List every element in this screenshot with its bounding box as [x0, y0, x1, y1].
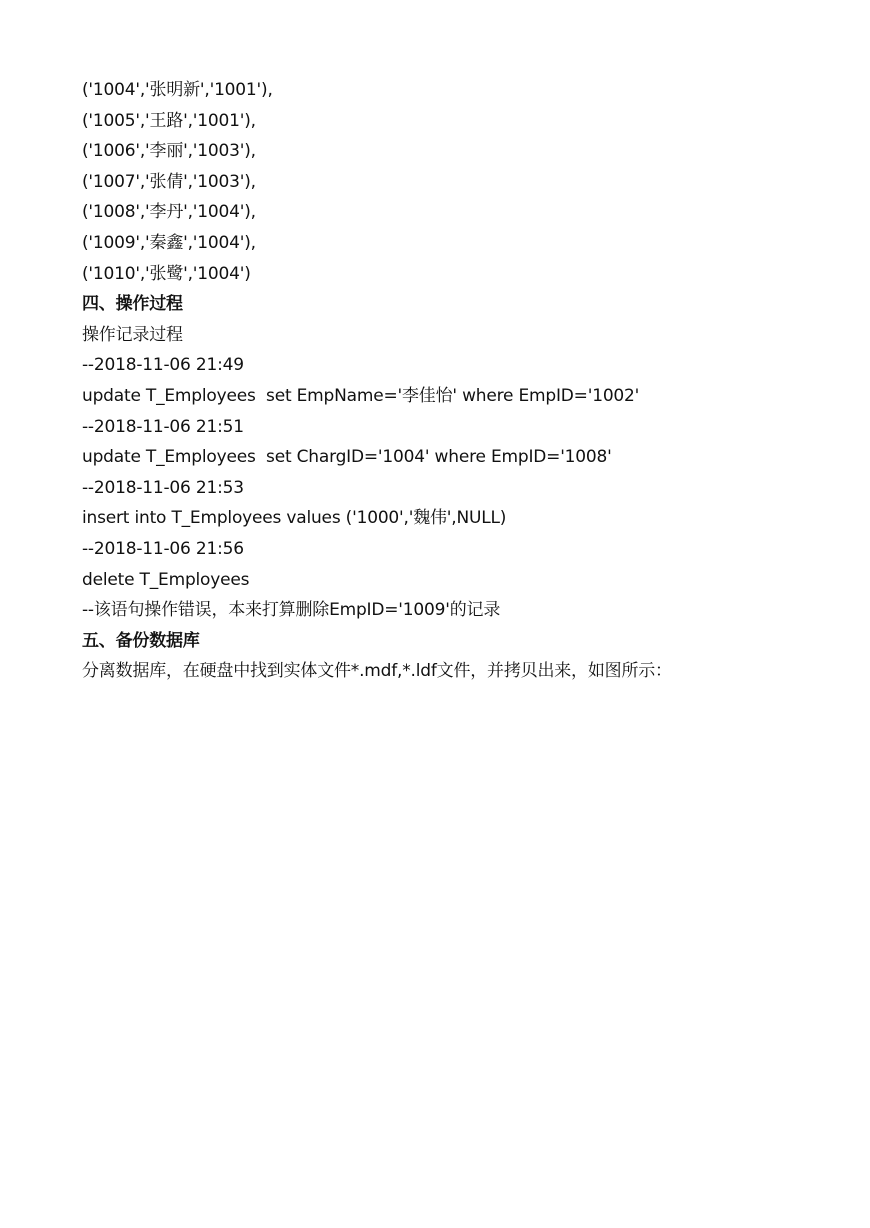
values-line: ('1006','李丽','1003'), [82, 141, 256, 162]
log-statement: update T_Employees set EmpName='李佳怡' where EmpID='1002' [82, 385, 640, 406]
log-statement: insert into T_Employees values ('1000','魏伟',NULL) [82, 508, 507, 529]
document-content [82, 75, 822, 687]
log-timestamp: --2018-11-06 21:51 [82, 416, 244, 437]
log-timestamp: --2018-11-06 21:56 [82, 538, 244, 559]
values-line: ('1010','张鹭','1004') [82, 263, 251, 284]
log-statement: delete T_Employees [82, 569, 250, 590]
log-timestamp: --2018-11-06 21:49 [82, 355, 244, 376]
values-line: ('1005','王路','1001'), [82, 110, 256, 131]
section-heading-operations: 四、操作过程 [82, 294, 183, 315]
values-line: ('1004','张明新','1001'), [82, 80, 273, 100]
section-intro: 操作记录过程 [82, 324, 183, 345]
values-line: ('1008','李丹','1004'), [82, 202, 256, 223]
log-timestamp: --2018-11-06 21:53 [82, 477, 244, 498]
section-heading-backup: 五、备份数据库 [82, 630, 200, 651]
log-comment: --该语句操作错误，本来打算删除EmpID='1009'的记录 [82, 600, 501, 621]
values-line: ('1009','秦鑫','1004'), [82, 232, 256, 253]
section-text: 分离数据库，在硬盘中找到实体文件*.mdf,*.ldf文件，并拷贝出来，如图所示： [82, 661, 672, 682]
log-statement: update T_Employees set ChargID='1004' where EmpID='1008' [82, 447, 612, 468]
values-line: ('1007','张倩','1003'), [82, 171, 256, 192]
